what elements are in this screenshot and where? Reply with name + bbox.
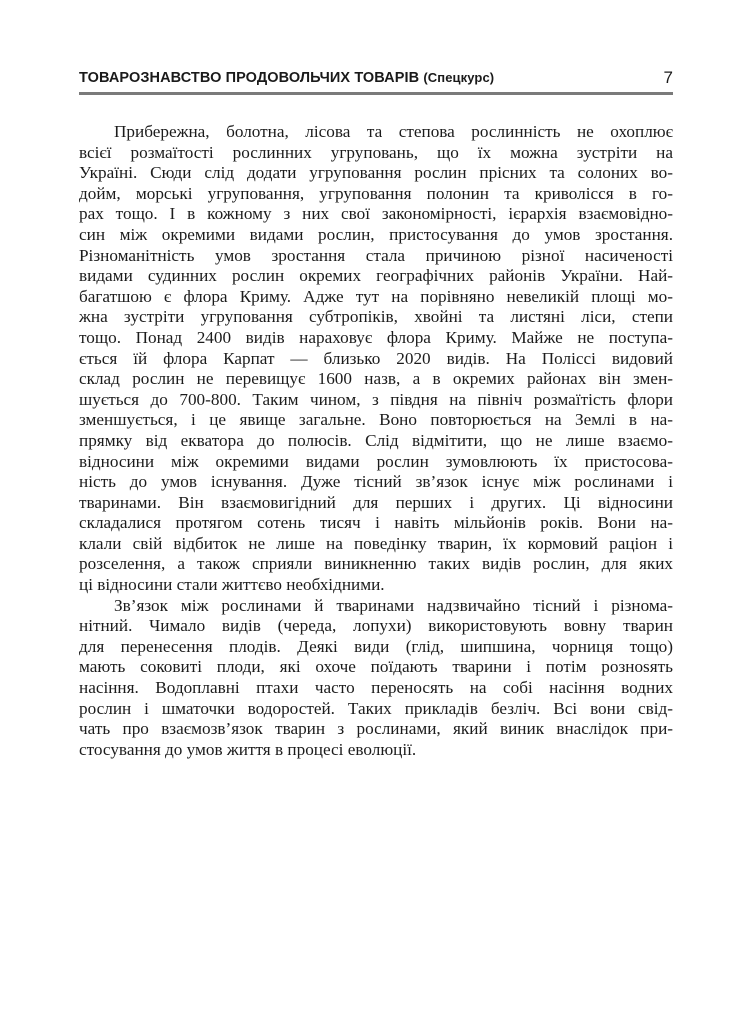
text-line: ність до умов існування. Дуже тісний зв’язок існує між рослинами і: [79, 472, 673, 492]
header-title: [79, 70, 494, 86]
text-line: мають соковиті плоди, які охоче поїдають тварини і потім рознosять: [79, 657, 673, 677]
paragraph-2: [79, 596, 673, 761]
text-line: чать про взаємозв’язок тварин з рослинами, який виник внаслідок при-: [79, 719, 673, 739]
header-rule: [79, 92, 673, 95]
text-line: нітний. Чимало видів (череда, лопухи) використовують вовну тварин: [79, 616, 673, 636]
text-line: Зв’язок між рослинами й тваринами надзвичайно тісний і різнома-: [114, 595, 673, 615]
text-line: Україні. Сюди слід додати угруповання рослин прісних та солоних во-: [79, 163, 673, 183]
running-header: [79, 68, 673, 90]
text-line: клали свій відбиток не лише на поведінку тварин, їх кормовий раціон і: [79, 533, 673, 553]
text-line: прямку від екватора до полюсів. Слід відмітити, що не лише взаємо-: [79, 430, 673, 450]
text-line: ється їй флора Карпат — близько 2020 видів. На Поліссі видовий: [79, 348, 673, 368]
book-subtitle: (Спецкурс): [423, 70, 495, 85]
paragraph-1: [79, 122, 673, 596]
text-line: видами судинних рослин окремих географічних районів України. Най-: [79, 266, 673, 286]
book-title: ТОВАРОЗНАВСТВО ПРОДОВОЛЬЧИХ ТОВАРІВ: [79, 70, 420, 86]
text-line: Прибережна, болотна, лісова та степова рослинність не охоплює: [114, 122, 673, 141]
text-line: син між окремими видами рослин, пристосування до умов зростання.: [79, 224, 673, 244]
text-line: відносини між окремими видами рослин зумовлюють їх пристосова-: [79, 451, 673, 471]
text-line: жна зустріти угруповання субтропіків, хвойні та листяні ліси, степи: [79, 307, 673, 327]
text-line: багатшою є флора Криму. Адже тут на порівняно невеликій площі мо-: [79, 286, 673, 306]
text-line: ці відносини стали життєво необхідними.: [79, 575, 385, 595]
text-line: всієї розмаїтості рослинних угруповань, що їх можна зустріти на: [79, 142, 673, 162]
text-line: насіння. Водоплавні птахи часто переносять на собі насіння водних: [79, 678, 673, 698]
text-line: рах тощо. І в кожному з них свої закономірності, ієрархія взаємовідно-: [79, 204, 673, 224]
text-line: Різноманітність умов зростання стала причиною різної насиченості: [79, 245, 673, 265]
text-line: зменшується, і це явище загальне. Воно повторюється на Землі в на-: [79, 410, 673, 430]
text-line: рослин і шматочки водоростей. Таких прикладів безліч. Всі вони свід-: [79, 698, 673, 718]
text-line: стосування до умов життя в процесі еволюції.: [79, 739, 417, 759]
text-line: тваринами. Він взаємовигідний для перших і других. Ці відносини: [79, 492, 673, 512]
text-line: розселення, а також сприяли виникненню таких видів рослин, для яких: [79, 554, 673, 574]
text-line: шується до 700-800. Таким чином, з півдня на північ розмаїтість флори: [79, 389, 673, 409]
text-line: склад рослин не перевищує 1600 назв, а в окремих районах він змен-: [79, 369, 673, 389]
text-line: тощо. Понад 2400 видів нараховує флора Криму. Майже не поступа-: [79, 327, 673, 347]
page-number: 7: [663, 68, 673, 87]
body-text: [79, 122, 673, 760]
text-line: складалися протягом сотень тисяч і навіть мільйонів років. Вони на-: [79, 513, 673, 533]
text-line: для перенесення плодів. Деякі види (глід, шипшина, чорниця тощо): [79, 636, 673, 656]
text-line: дойм, морські угруповання, угруповання полонин та криволісся в го-: [79, 183, 673, 203]
